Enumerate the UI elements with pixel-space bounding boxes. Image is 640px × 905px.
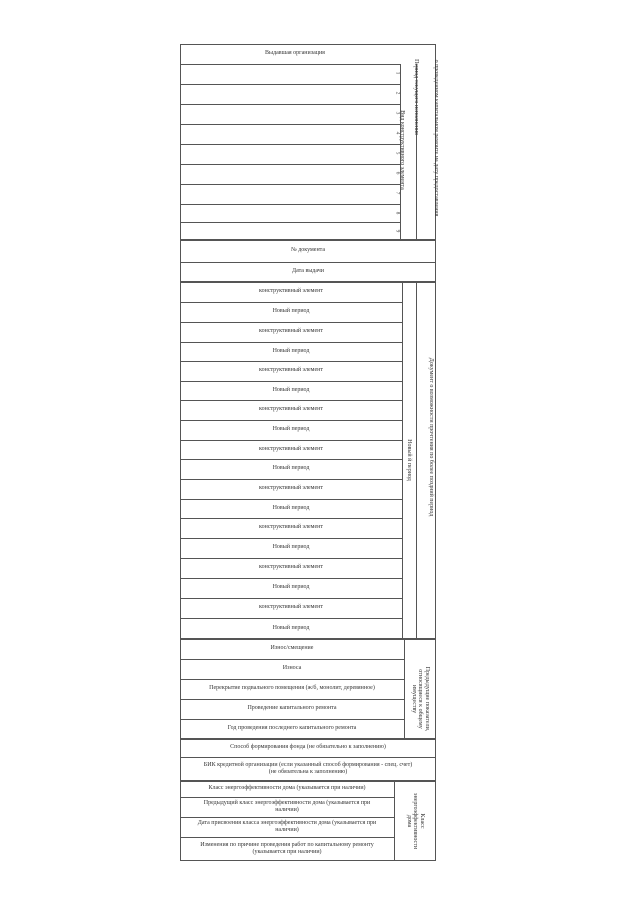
energy-line: Изменения по причине проведения работ по капитальному ремонту	[200, 841, 374, 848]
bik-label	[180, 757, 436, 781]
row-number: 6	[394, 171, 401, 175]
building-side-line: Предыдущие показатели,	[424, 666, 431, 732]
building-row: Проведение капитального ремонта	[247, 705, 337, 712]
building-row: Износ/смещение	[270, 645, 314, 652]
energy-side-line: дома	[405, 814, 412, 828]
doc-number-label: № документа	[290, 247, 326, 254]
energy-row: Класс энергоэффективности дома (указывается при наличии)	[208, 785, 366, 792]
row-number: 1	[394, 71, 401, 75]
row-number: 7	[394, 191, 401, 195]
period-row: Новый период	[272, 308, 310, 315]
energy-row	[180, 817, 394, 837]
period-row: Новый период	[272, 504, 310, 511]
period-row: конструктивный элемент	[259, 367, 323, 374]
period-row: конструктивный элемент	[259, 524, 323, 531]
period-row: Новый период	[272, 544, 310, 551]
energy-line: наличии)	[275, 827, 299, 833]
period-row: Новый период	[272, 465, 310, 472]
period-row: Новый период	[272, 624, 310, 631]
doc-date-label: Дата выдачи	[291, 268, 325, 275]
period-row: конструктивный элемент	[259, 288, 323, 295]
period-row: Новый период	[272, 584, 310, 591]
bik-line: (не обязательна к заполнению)	[268, 769, 348, 775]
period-row: конструктивный элемент	[259, 604, 323, 611]
row-number: 9	[394, 229, 401, 233]
building-row: Год проведения последнего капитального ремонта	[227, 725, 357, 732]
energy-row	[180, 797, 394, 817]
period-row: конструктивный элемент	[259, 485, 323, 492]
energy-line: (указывается при наличии)	[252, 849, 322, 855]
energy-line: наличии)	[275, 807, 299, 813]
energy-side-label	[400, 782, 430, 860]
energy-row	[180, 837, 394, 861]
energy-side-line: Класс	[419, 813, 426, 829]
side-label: о проведенном капитальном ремонте на дату предоставления	[433, 59, 440, 217]
energy-side-line: энергоэффективности	[412, 792, 419, 850]
building-side-line: имуществу	[410, 684, 417, 714]
type-label: Вид конструктивного элемента	[399, 110, 406, 190]
period-row: Новый период	[272, 386, 310, 393]
building-row: Перекрытие подвального помещения (ж/б, монолит, деревянное)	[209, 685, 375, 692]
period-row: конструктивный элемент	[259, 564, 323, 571]
period-label: Период текущего исполнения	[413, 59, 420, 135]
row-number: 3	[394, 111, 401, 115]
row-number: 4	[394, 131, 401, 135]
period-row: конструктивный элемент	[259, 328, 323, 335]
energy-line: Предыдущий класс энергоэффективности дома (указывается при	[203, 799, 371, 806]
periods-inner-label: Новый й период	[406, 439, 413, 481]
period-row: Новый период	[272, 426, 310, 433]
building-side-line: относящиеся к общему	[417, 669, 424, 729]
row-number: 8	[394, 211, 401, 215]
period-row: конструктивный элемент	[259, 406, 323, 413]
energy-line: Дата присвоения класса энергоэффективности дома (указывается при	[197, 819, 377, 826]
period-row: Новый период	[272, 347, 310, 354]
issuer-label: Выдавшая организация	[265, 50, 325, 57]
row-number: 2	[394, 91, 401, 95]
building-row: Износа	[282, 665, 302, 672]
fund-label: Способ формирования фонда (не обязательно к заполнению)	[230, 744, 386, 751]
period-row: конструктивный элемент	[259, 445, 323, 452]
building-side-label	[405, 655, 435, 743]
bik-line: БИК кредитной организации (если указанный способ формирования - спец. счет)	[203, 761, 413, 768]
periods-outer-label: Документ о возможности прочтения по более поздний период	[428, 357, 435, 517]
row-number: 5	[394, 151, 401, 155]
